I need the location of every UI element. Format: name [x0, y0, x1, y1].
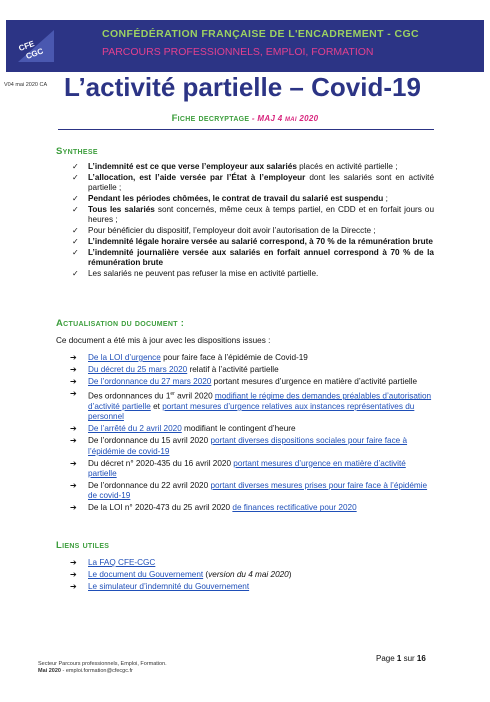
synthese-item [70, 248, 434, 269]
actualisation-item [70, 436, 434, 457]
synthese-item [70, 173, 434, 194]
check-icon: ✓ [72, 269, 79, 279]
page-prefix: Page [376, 654, 397, 663]
synthese-item [70, 194, 434, 205]
item-text: Des ordonnances du 1 [88, 391, 171, 401]
synthese-item-bold: Pendant les périodes chômées, le contrat de travail du salarié est suspendu [88, 194, 384, 204]
page-number [376, 654, 426, 663]
document-link[interactable]: portant mesures d’urgence relatives aux instances représentatives du personnel [88, 401, 415, 422]
item-text: De l’ordonnance du 22 avril 2020 [88, 480, 211, 490]
document-link[interactable]: De la LOI d’urgence [88, 353, 161, 362]
document-link[interactable]: Le document du Gouvernement [88, 569, 204, 579]
footer-line2 [38, 668, 167, 675]
lien-item [70, 582, 434, 593]
item-text: relatif à l’activité partielle [187, 364, 279, 374]
check-icon: ✓ [72, 194, 79, 204]
item-text: ( [203, 569, 209, 579]
arrow-icon: ➔ [70, 436, 77, 446]
liens-heading: Liens utiles [56, 540, 110, 551]
footer-info [38, 661, 167, 675]
fiche-sep: - [249, 114, 258, 123]
superscript: er [170, 390, 175, 397]
check-icon: ✓ [72, 162, 79, 171]
document-link[interactable]: Du décret du 25 mars 2020 [88, 364, 188, 374]
arrow-icon: ➔ [70, 503, 77, 513]
arrow-icon: ➔ [70, 364, 77, 374]
actualisation-item [70, 365, 434, 376]
divider [58, 129, 434, 130]
header-subtitle: PARCOURS PROFESSIONNELS, EMPLOI, FORMATION [102, 46, 374, 58]
actualisation-heading: Actualisation du document : [56, 318, 185, 329]
svg-text:CGC: CGC [24, 46, 45, 62]
check-icon: ✓ [72, 247, 79, 257]
synthese-item-bold: L’indemnité légale horaire versée au salarié correspond, à 70 % de la rémunération brute [88, 236, 433, 246]
document-link[interactable]: portant diverses dispositions sociales pour faire face à l’épidémie de covid-19 [88, 436, 408, 456]
arrow-icon: ➔ [70, 480, 77, 490]
document-link[interactable]: portant mesures d’urgence en matière d’activité partielle [88, 458, 406, 479]
actualisation-item [70, 424, 434, 435]
synthese-item [70, 237, 434, 248]
actualisation-list [70, 353, 434, 515]
page-current: 1 [396, 654, 402, 663]
synthese-item [70, 205, 434, 226]
footer-email: - emploi.formation@cfecgc.fr [60, 668, 133, 674]
arrow-icon: ➔ [70, 581, 77, 591]
arrow-icon: ➔ [70, 569, 77, 579]
cfe-cgc-logo [14, 26, 58, 66]
page-title: L’activité partielle – Covid-19 [64, 72, 421, 102]
arrow-icon: ➔ [70, 558, 77, 567]
synthese-item-bold: L’allocation, est l’aide versée par l’État à l’employeur [88, 172, 306, 182]
synthese-item-bold: Tous les salariés [88, 204, 155, 214]
actualisation-item [70, 481, 434, 502]
actualisation-item [70, 389, 434, 423]
arrow-icon: ➔ [70, 388, 77, 398]
arrow-icon: ➔ [70, 376, 77, 386]
svg-text:CFE: CFE [17, 39, 36, 54]
version-label: V04 mai 2020 CA [4, 82, 48, 88]
synthese-item-text: Les salariés ne peuvent pas refuser la mise en activité partielle. [88, 269, 319, 279]
actualisation-item [70, 353, 434, 364]
page-mid: sur [401, 654, 417, 663]
synthese-item-text: ; [383, 194, 388, 204]
page-total: 16 [416, 654, 426, 663]
item-text: et [150, 401, 163, 411]
check-icon: ✓ [72, 172, 79, 182]
synthese-item [70, 162, 434, 173]
liens-list [70, 558, 434, 594]
synthese-item-bold: L’indemnité est ce que verse l’employeur aux salariés [88, 162, 297, 171]
synthese-list [70, 162, 434, 280]
synthese-item-text: Pour bénéficier du dispositif, l’employeur doit avoir l’autorisation de la Direccte ; [88, 226, 376, 236]
fiche-subtitle [0, 113, 490, 124]
document-link[interactable]: modifiant le régime des demandes préalables d’autorisation d’activité partielle [88, 391, 432, 411]
header-banner [6, 20, 484, 72]
lien-item [70, 570, 434, 581]
synthese-item-text: dont les salariés sont en activité partielle ; [88, 172, 434, 193]
item-text: modifiant le contingent d’heure [181, 424, 296, 434]
fiche-label: Fiche decryptage [171, 113, 250, 124]
item-text: ) [288, 569, 292, 579]
document-link[interactable]: De l’ordonnance du 27 mars 2020 [88, 376, 212, 386]
synthese-item-text: sont concernés, même ceux à temps partiel, en CDD et en forfait jours ou heures ; [88, 204, 434, 225]
document-link[interactable]: de finances rectificative pour 2020 [232, 503, 357, 513]
synthese-item-text: placés en activité partielle ; [296, 162, 398, 171]
item-text: De l’ordonnance du 15 avril 2020 [88, 436, 211, 446]
fiche-date: MAJ 4 mai 2020 [257, 114, 319, 123]
lien-item [70, 558, 434, 569]
synthese-item-bold: L’indemnité journalière versée aux salariés en forfait annuel correspond à 70 % de la rémunération brute [88, 247, 434, 268]
item-text: portant mesures d’urgence en matière d’activité partielle [211, 376, 418, 386]
arrow-icon: ➔ [70, 353, 77, 362]
synthese-item [70, 226, 434, 237]
document-link[interactable]: La FAQ CFE-CGC [88, 558, 156, 567]
item-text: De la LOI n° 2020-473 du 25 avril 2020 [88, 503, 233, 513]
synthese-item [70, 269, 434, 280]
check-icon: ✓ [72, 204, 79, 214]
actualisation-intro: Ce document a été mis à jour avec les dispositions issues : [56, 336, 271, 345]
header-title: CONFÉDÉRATION FRANÇAISE DE L'ENCADREMENT - CGC [102, 28, 420, 40]
document-link[interactable]: De l’arrêté du 2 avril 2020 [88, 424, 182, 434]
footer-line1: Secteur Parcours professionnels, Emploi, Formation. [38, 661, 167, 667]
arrow-icon: ➔ [70, 458, 77, 468]
document-link[interactable]: Le simulateur d’indemnité du Gouvernement [88, 581, 250, 591]
document-link[interactable]: portant diverses mesures prises pour faire face à l’épidémie de covid-19 [88, 480, 428, 501]
actualisation-item [70, 503, 434, 514]
item-text: pour faire face à l’épidémie de Covid-19 [160, 353, 308, 362]
item-text: Du décret n° 2020-435 du 16 avril 2020 [88, 458, 234, 468]
item-text: avril 2020 [174, 391, 215, 401]
synthese-heading: Synthese [56, 146, 98, 157]
actualisation-item [70, 377, 434, 388]
actualisation-item [70, 459, 434, 480]
arrow-icon: ➔ [70, 424, 77, 434]
check-icon: ✓ [72, 236, 79, 246]
check-icon: ✓ [72, 226, 79, 236]
italic-text: version du 4 mai 2020 [208, 569, 289, 579]
footer-date: Mai 2020 [38, 668, 61, 674]
